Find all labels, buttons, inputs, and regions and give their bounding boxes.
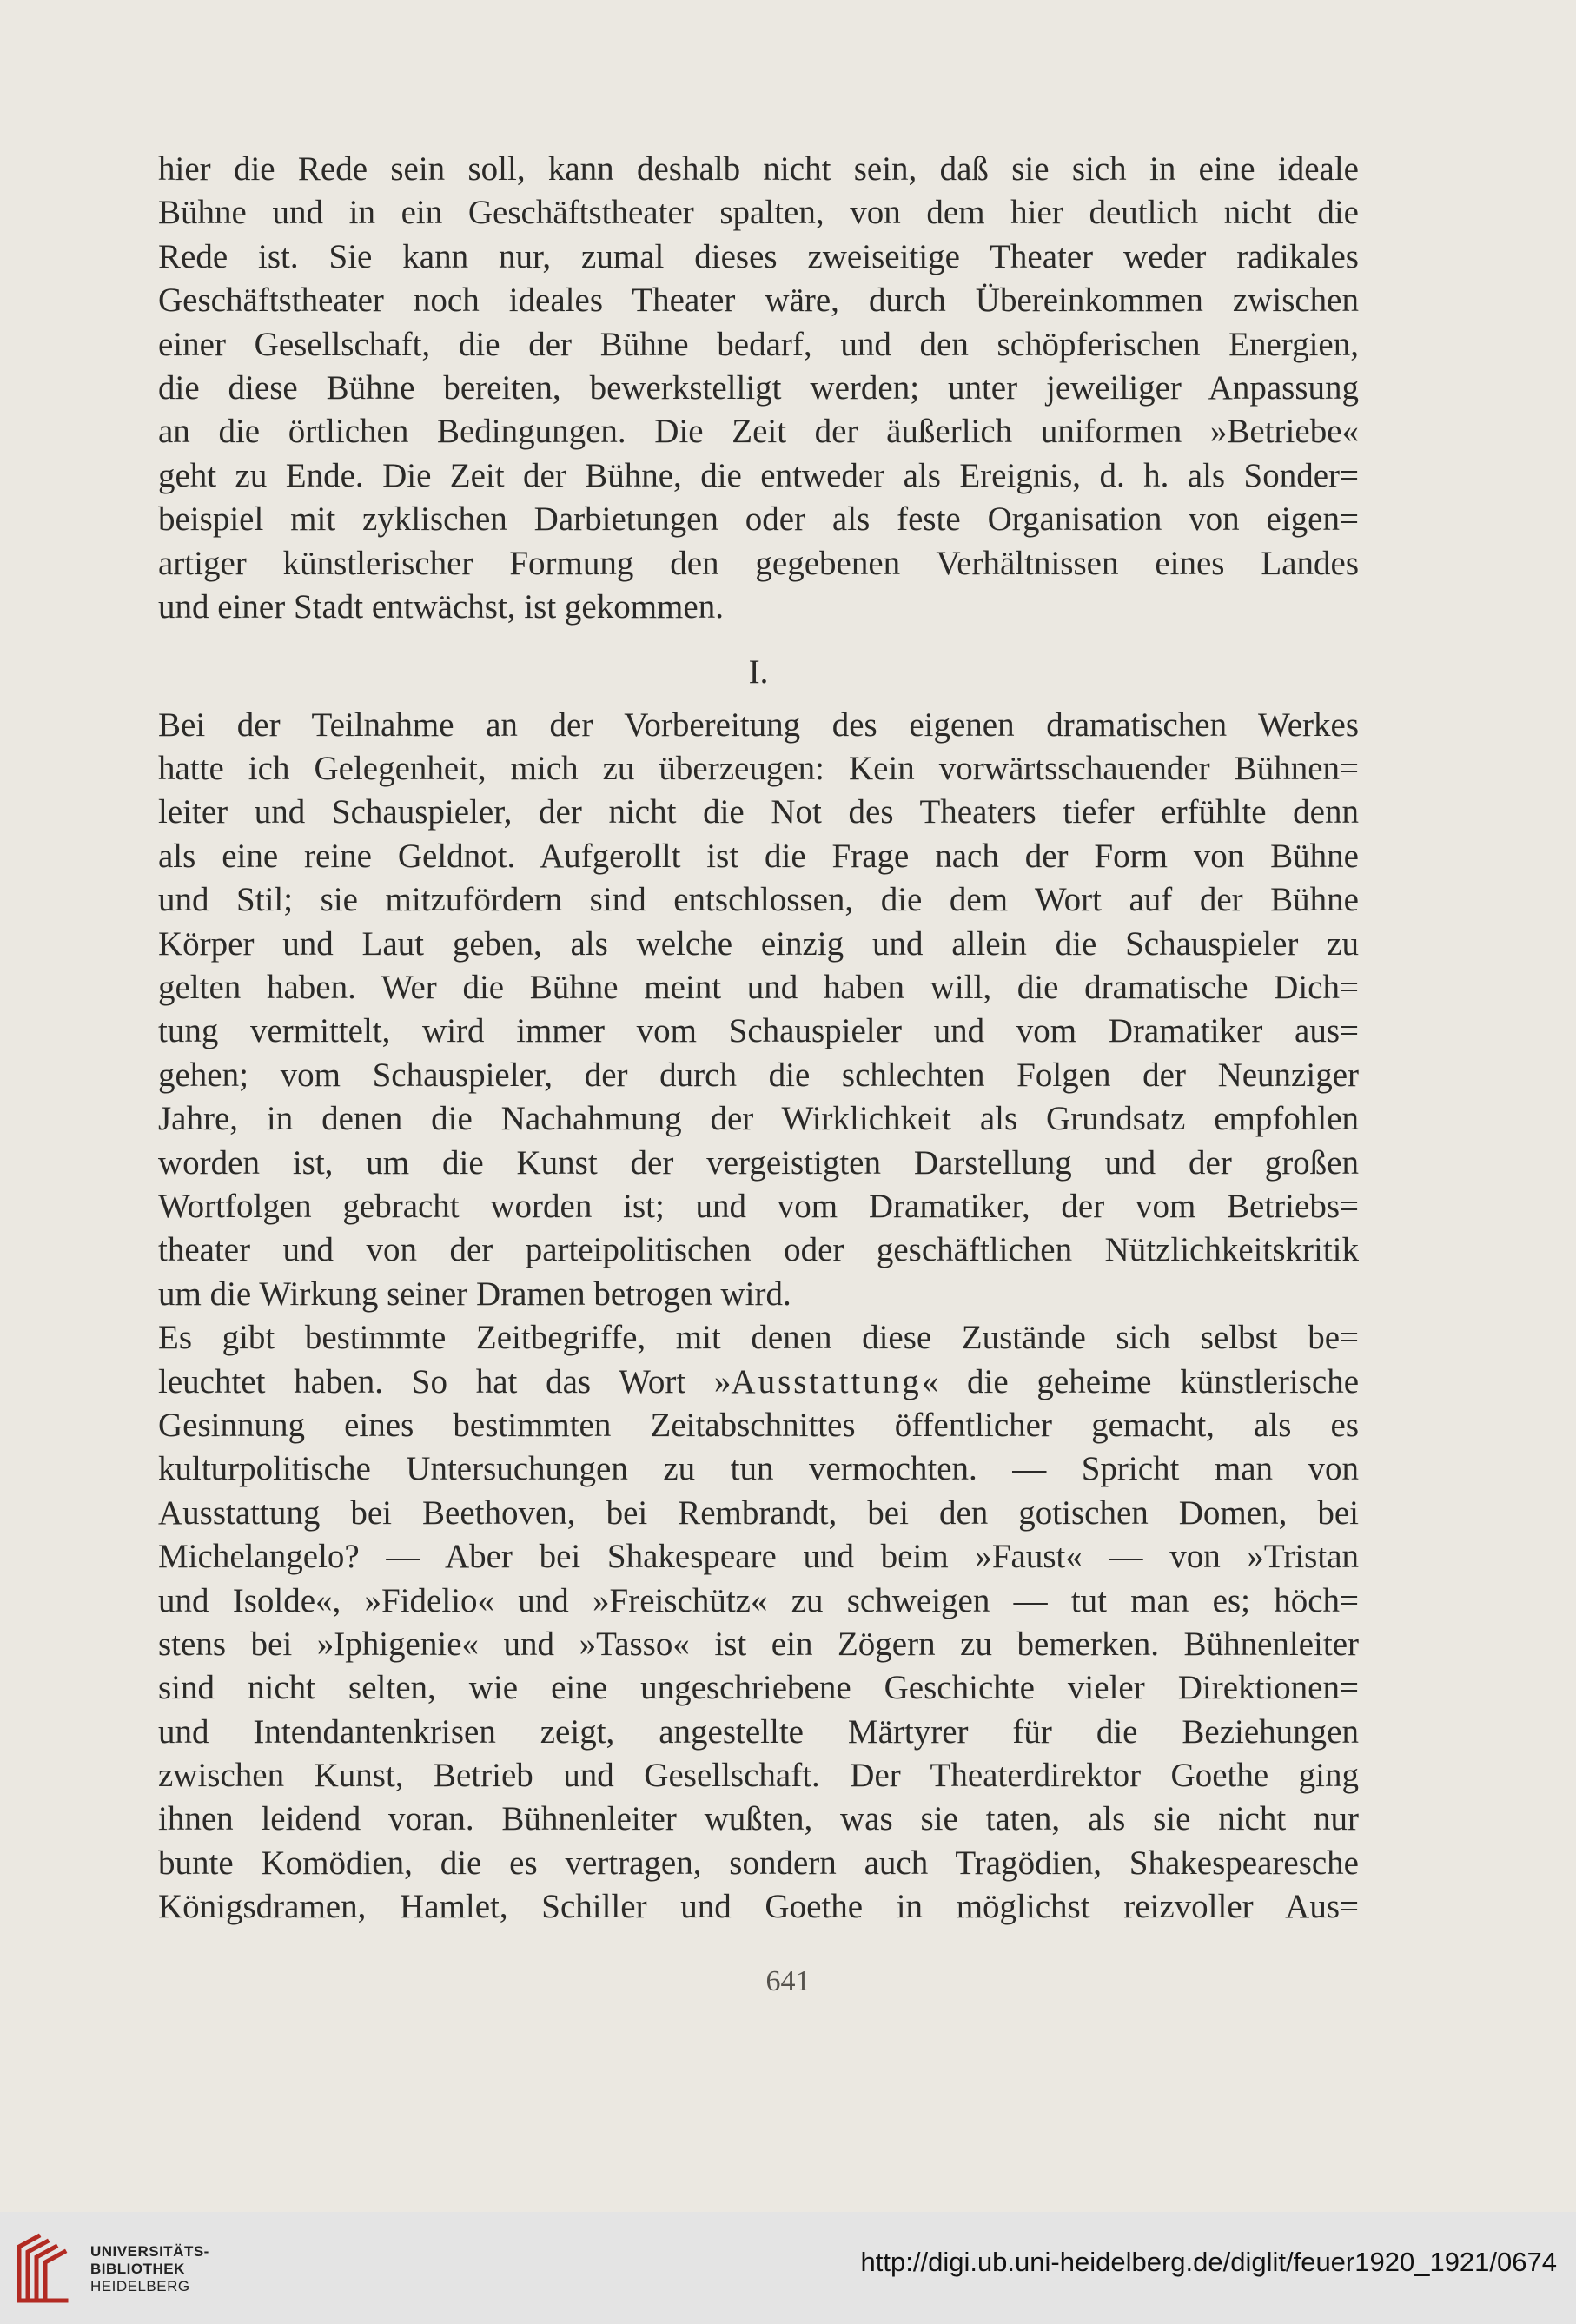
text-line: zwischen Kunst, Betrieb und Gesellschaft. Der Theaterdirektor Goethe ging: [158, 1757, 1359, 1795]
text-line: ihnen leidend voran. Bühnenleiter wußten, was sie taten, als sie nicht nur: [158, 1800, 1359, 1838]
text-line: gehen; vom Schauspieler, der durch die schlechten Folgen der Neunziger: [158, 1056, 1359, 1094]
library-name-line: UNIVERSITÄTS-: [90, 2243, 209, 2260]
text-line: Königsdramen, Hamlet, Schiller und Goethe in möglichst reizvoller Aus=: [158, 1888, 1359, 1926]
text-line: Geschäftstheater noch ideales Theater wäre, durch Übereinkommen zwischen: [158, 281, 1359, 320]
text-line: an die örtlichen Bedingungen. Die Zeit der äußerlich uniformen »Betriebe«: [158, 413, 1359, 451]
library-name: [90, 2243, 209, 2295]
text-line: und Intendantenkrisen zeigt, angestellte Märtyrer für die Beziehungen: [158, 1712, 1359, 1751]
text-line: sind nicht selten, wie eine ungeschriebene Geschichte vieler Direktionen=: [158, 1669, 1359, 1707]
text-line: hatte ich Gelegenheit, mich zu überzeugen: Kein vorwärtsschauender Bühnen=: [158, 750, 1359, 788]
permalink-url[interactable]: http://digi.ub.uni-heidelberg.de/diglit/feuer1920_1921/0674: [860, 2247, 1557, 2277]
text-line: geht zu Ende. Die Zeit der Bühne, die entweder als Ereignis, d. h. als Sonder=: [158, 456, 1359, 494]
text-line: [158, 1361, 1359, 1404]
library-name-line: BIBLIOTHEK: [90, 2261, 185, 2277]
text-line: beispiel mit zyklischen Darbietungen oder als feste Organisation von eigen=: [158, 500, 1359, 539]
text-line: kulturpolitische Untersuchungen zu tun vermochten. — Spricht man von: [158, 1450, 1359, 1488]
text-line: einer Gesellschaft, die der Bühne bedarf, und den schöpferischen Energien,: [158, 325, 1359, 363]
text-line: theater und von der parteipolitischen oder geschäftlichen Nützlichkeitskritik: [158, 1231, 1359, 1269]
text-line: bunte Komödien, die es vertragen, sondern auch Tragödien, Shakespearesche: [158, 1844, 1359, 1882]
footer-bar: [0, 2212, 1576, 2324]
body-text: [158, 148, 1359, 1930]
text-line: und Stil; sie mitzufördern sind entschlossen, die dem Wort auf der Bühne: [158, 881, 1359, 919]
text-line: und einer Stadt entwächst, ist gekommen.: [158, 587, 724, 626]
text-fragment: « die geheime künstlerische: [921, 1362, 1360, 1400]
text-line: und Isolde«, »Fidelio« und »Freischütz« zu schweigen — tut man es; höch=: [158, 1581, 1359, 1619]
text-line: Wortfolgen gebracht worden ist; und vom Dramatiker, der vom Betriebs=: [158, 1187, 1359, 1225]
text-fragment: leuchtet haben. So hat das Wort »: [158, 1362, 732, 1400]
text-line: die diese Bühne bereiten, bewerkstelligt werden; unter jeweiliger Anpassung: [158, 368, 1359, 407]
section-heading: I.: [748, 653, 769, 692]
text-line: Gesinnung eines bestimmten Zeitabschnittes öffentlicher gemacht, als es: [158, 1406, 1359, 1444]
text-line: gelten haben. Wer die Bühne meint und haben will, die dramatische Dich=: [158, 969, 1359, 1007]
library-name-line: HEIDELBERG: [90, 2278, 190, 2294]
text-line: Jahre, in denen die Nachahmung der Wirklichkeit als Grundsatz empfohlen: [158, 1100, 1359, 1138]
text-line: Rede ist. Sie kann nur, zumal dieses zweiseitige Theater weder radikales: [158, 237, 1359, 275]
university-library-logo-icon: [12, 2229, 73, 2307]
text-line: artiger künstlerischer Formung den gegebenen Verhältnissen eines Landes: [158, 544, 1359, 582]
text-line: Es gibt bestimmte Zeitbegriffe, mit denen diese Zustände sich selbst be=: [158, 1319, 1359, 1357]
text-line: Bühne und in ein Geschäftstheater spalten, von dem hier deutlich nicht die: [158, 194, 1359, 232]
text-line: tung vermittelt, wird immer vom Schauspieler und vom Dramatiker aus=: [158, 1012, 1359, 1050]
text-line: leiter und Schauspieler, der nicht die Not des Theaters tiefer erfühlte denn: [158, 793, 1359, 831]
text-line: Bei der Teilnahme an der Vorbereitung des eigenen dramatischen Werkes: [158, 705, 1359, 744]
emphasized-word: Ausstattung: [731, 1362, 922, 1400]
text-line: Ausstattung bei Beethoven, bei Rembrandt, bei den gotischen Domen, bei: [158, 1493, 1359, 1532]
text-line: Körper und Laut geben, als welche einzig und allein die Schauspieler zu: [158, 924, 1359, 963]
text-line: Michelangelo? — Aber bei Shakespeare und beim »Faust« — von »Tristan: [158, 1538, 1359, 1576]
text-line: um die Wirkung seiner Dramen betrogen wird.: [158, 1275, 791, 1313]
page-number: 641: [765, 1965, 811, 1997]
text-line: als eine reine Geldnot. Aufgerollt ist die Frage nach der Form von Bühne: [158, 837, 1359, 875]
text-line: hier die Rede sein soll, kann deshalb nicht sein, daß sie sich in eine ideale: [158, 150, 1359, 188]
text-line: worden ist, um die Kunst der vergeistigten Darstellung und der großen: [158, 1143, 1359, 1182]
text-line: stens bei »Iphigenie« und »Tasso« ist ein Zögern zu bemerken. Bühnenleiter: [158, 1625, 1359, 1663]
